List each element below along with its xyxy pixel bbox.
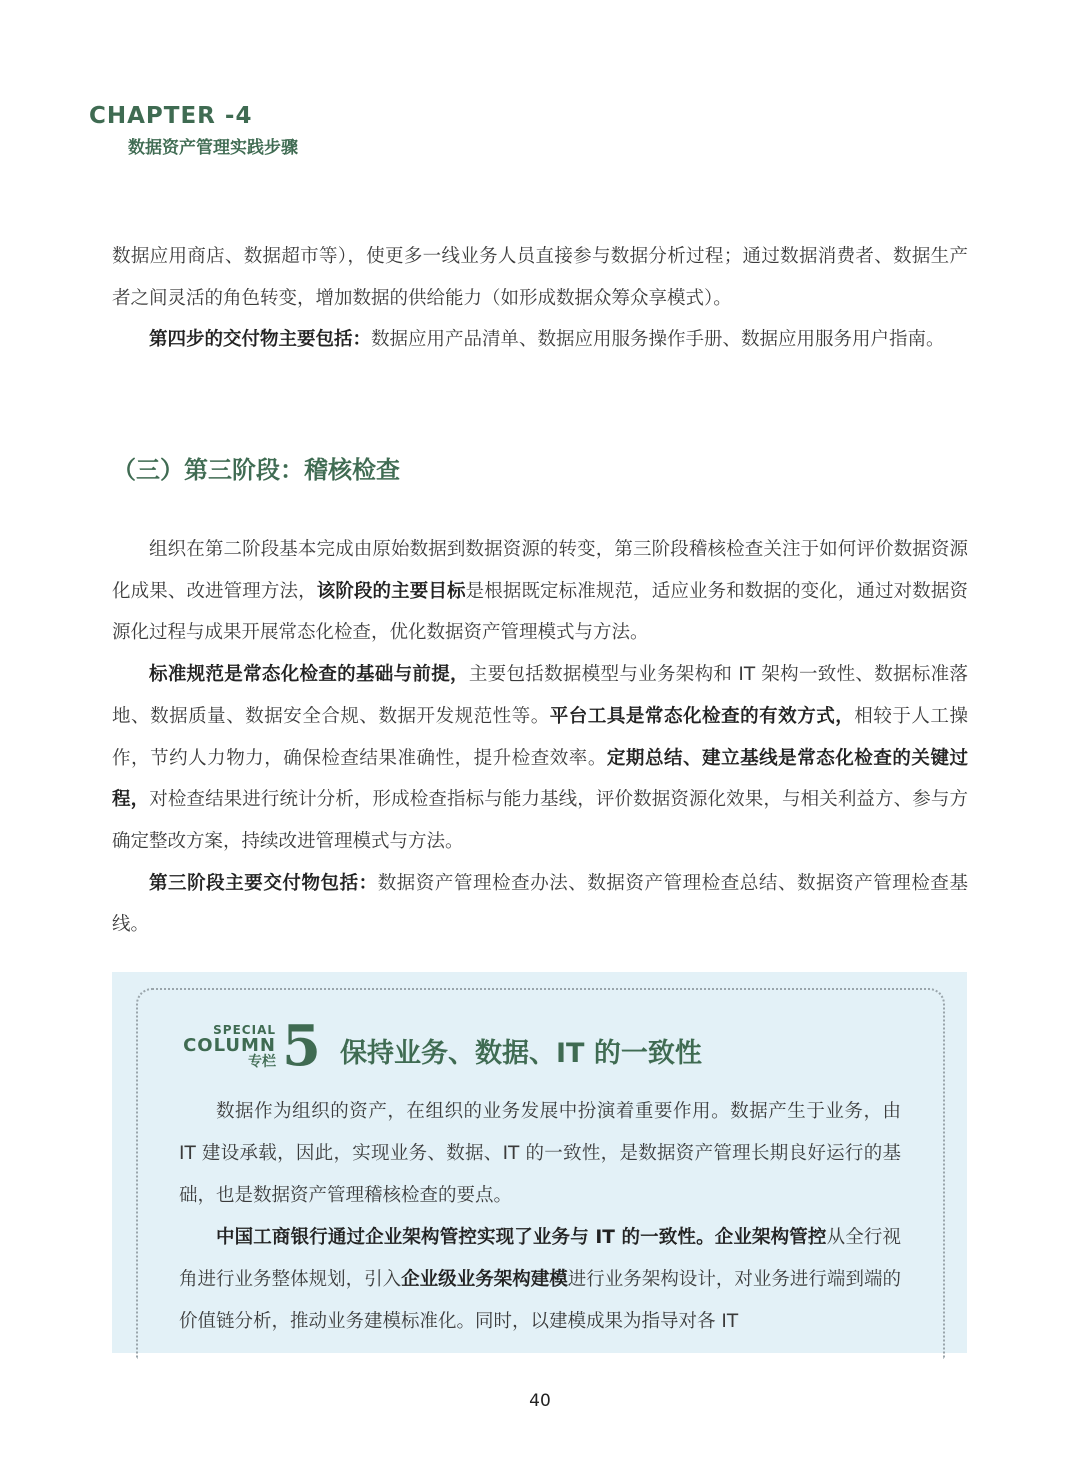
section-paragraph-1: 组织在第二阶段基本完成由原始数据到数据资源的转变，第三阶段稽核检查关注于如何评价数据资源化成果、改进管理方法，该阶段的主要目标是根据既定标准规范，适应业务和数据的变化，通过对数据资源化过程与成果开展常态化检查，优化数据资产管理模式与方法。 [112,539,968,644]
column-label [178,1024,276,1070]
column-text [179,1091,901,1343]
section-paragraph-3: 第三阶段主要交付物包括：数据资产管理检查办法、数据资产管理检查总结、数据资产管理检查基线。 [112,872,968,936]
column-paragraph-1: 数据作为组织的资产，在组织的业务发展中扮演着重要作用。数据产生于业务，由 IT 建设承载，因此，实现业务、数据、IT 的一致性，是数据资产管理长期良好运行的基础，也是数据资产管理稽核检查的要点。 [179,1101,901,1206]
chapter-label: CHAPTER -4 [89,103,253,129]
page-number: 40 [529,1391,551,1411]
section-text [112,529,968,946]
column-title: 保持业务、数据、IT 的一致性 [340,1038,702,1069]
column-label-zh: 专栏 [248,1054,276,1070]
intro-text [112,236,968,361]
intro-paragraph-1: 数据应用商店、数据超市等），使更多一线业务人员直接参与数据分析过程；通过数据消费者、数据生产者之间灵活的角色转变，增加数据的供给能力（如形成数据众筹众享模式）。 [112,246,968,309]
column-label-special: SPECIAL [213,1023,276,1037]
column-label-column: COLUMN [183,1035,276,1056]
chapter-subtitle: 数据资产管理实践步骤 [128,138,298,158]
intro-paragraph-2: 第四步的交付物主要包括：数据应用产品清单、数据应用服务操作手册、数据应用服务用户指南。 [149,329,945,351]
section-paragraph-2: 标准规范是常态化检查的基础与前提，主要包括数据模型与业务架构和 IT 架构一致性、数据标准落地、数据质量、数据安全合规、数据开发规范性等。平台工具是常态化检查的有效方式，相较于人工操作，节约人力物力，确保检查结果准确性，提升检查效率。定期总结、建立基线是常态化检查的关键过程，对检查结果进行统计分析，形成检查指标与能力基线，评价数据资源化效果，与相关利益方、参与方确定整改方案，持续改进管理模式与方法。 [112,664,968,852]
section-heading: （三）第三阶段：稽核检查 [112,456,400,484]
column-paragraph-2: 中国工商银行通过企业架构管控实现了业务与 IT 的一致性。企业架构管控从全行视角进行业务整体规划，引入企业级业务架构建模进行业务架构设计，对业务进行端到端的价值链分析，推动业务建模标准化。同时，以建模成果为指导对各 IT [179,1227,901,1332]
column-number: 5 [282,1013,321,1079]
special-column-box [112,972,967,1353]
deliverables-label: 第四步的交付物主要包括： [149,329,372,351]
